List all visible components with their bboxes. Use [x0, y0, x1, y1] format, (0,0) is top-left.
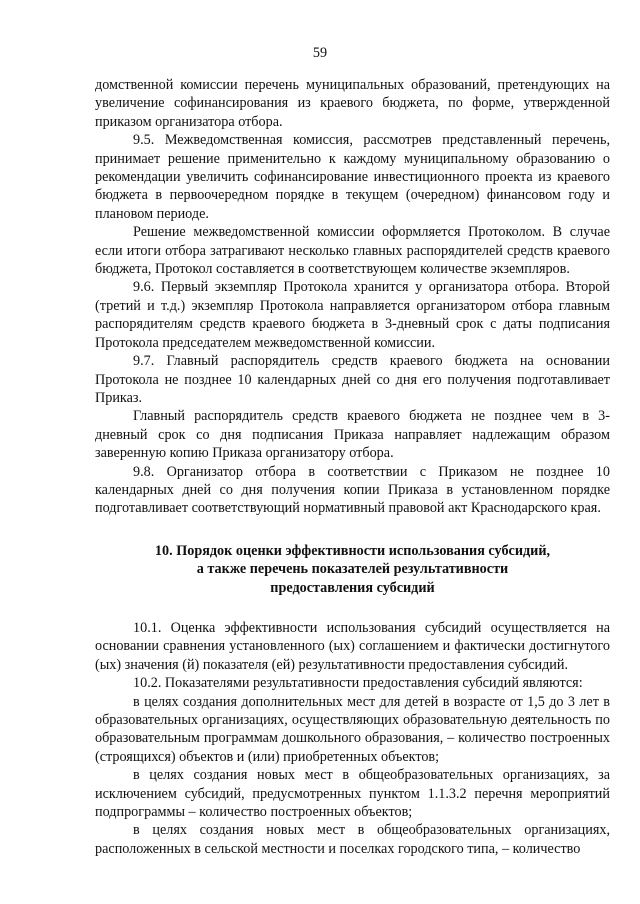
paragraph: Решение межведомственной комиссии оформляется Протоколом. В случае если итоги отбора затрагивают несколько главных распорядителей средств краевого бюджета, Протокол составляется в соответствующем количестве экземпляров.: [95, 224, 610, 278]
page-number: 59: [312, 45, 328, 61]
heading-line: предоставления субсидий: [270, 579, 435, 596]
paragraph: в целях создания новых мест в общеобразовательных организациях, за исключением субсидий, предусмотренных пунктом 1.1.3.2 перечня мероприятий подпрограммы – количество построенных объектов;: [95, 767, 610, 821]
section-10-heading: [95, 542, 610, 597]
paragraph: 9.6. Первый экземпляр Протокола хранится у организатора отбора. Второй (третий и т.д.) экземпляр Протокола направляется организатором отбора главным распорядителям средств краевого бюджета в 3-дневный срок с даты подписания Протокола председателем межведомственной комиссии.: [95, 279, 610, 351]
paragraph: 9.5. Межведомственная комиссия, рассмотрев представленный перечень, принимает решение применительно к каждому муниципальному образованию о рекомендации увеличить софинансирование инвестиционного проекта из краевого бюджета в первоочередном порядке в текущем (очередном) финансовом году и плановом периоде.: [95, 132, 610, 222]
section-9-text: [95, 76, 610, 518]
paragraph: в целях создания новых мест в общеобразовательных организациях, расположенных в сельской местности и поселках городского типа, – количество: [95, 822, 610, 857]
document-body: [95, 76, 610, 858]
paragraph: Главный распорядитель средств краевого бюджета не позднее чем в 3-дневный срок со дня подписания Приказа направляет надлежащим образом заверенную копию Приказа организатору отбора.: [95, 408, 610, 462]
paragraph: 10.2. Показателями результативности предоставления субсидий являются:: [133, 675, 583, 692]
heading-line: а также перечень показателей результативности: [196, 561, 509, 578]
paragraph: домственной комиссии перечень муниципальных образований, претендующих на увеличение софинансирования из краевого бюджета, по форме, утвержденной приказом организатора отбора.: [95, 77, 610, 130]
paragraph: 9.8. Организатор отбора в соответствии с Приказом не позднее 10 календарных дней со дня получения копии Приказа в установленном порядке подготавливает соответствующий нормативный правовой акт Краснодарского края.: [95, 463, 610, 517]
section-10-text: [95, 619, 610, 858]
paragraph: 10.1. Оценка эффективности использования субсидий осуществляется на основании сравнения установленного (ых) соглашением и фактически достигнутого (ых) значения (й) показателя (ей) результативности предоставления субсидий.: [95, 619, 610, 673]
paragraph: в целях создания дополнительных мест для детей в возрасте от 1,5 до 3 лет в образовательных организациях, осуществляющих образовательную деятельность по образовательным программам дошкольного образования, – количество построенных (строящихся) объектов и (или) приобретенных объектов;: [95, 693, 610, 765]
paragraph: 9.7. Главный распорядитель средств краевого бюджета на основании Протокола не позднее 10 календарных дней со дня его получения подготавливает Приказ.: [95, 353, 610, 406]
heading-line: 10. Порядок оценки эффективности использования субсидий,: [154, 542, 551, 559]
